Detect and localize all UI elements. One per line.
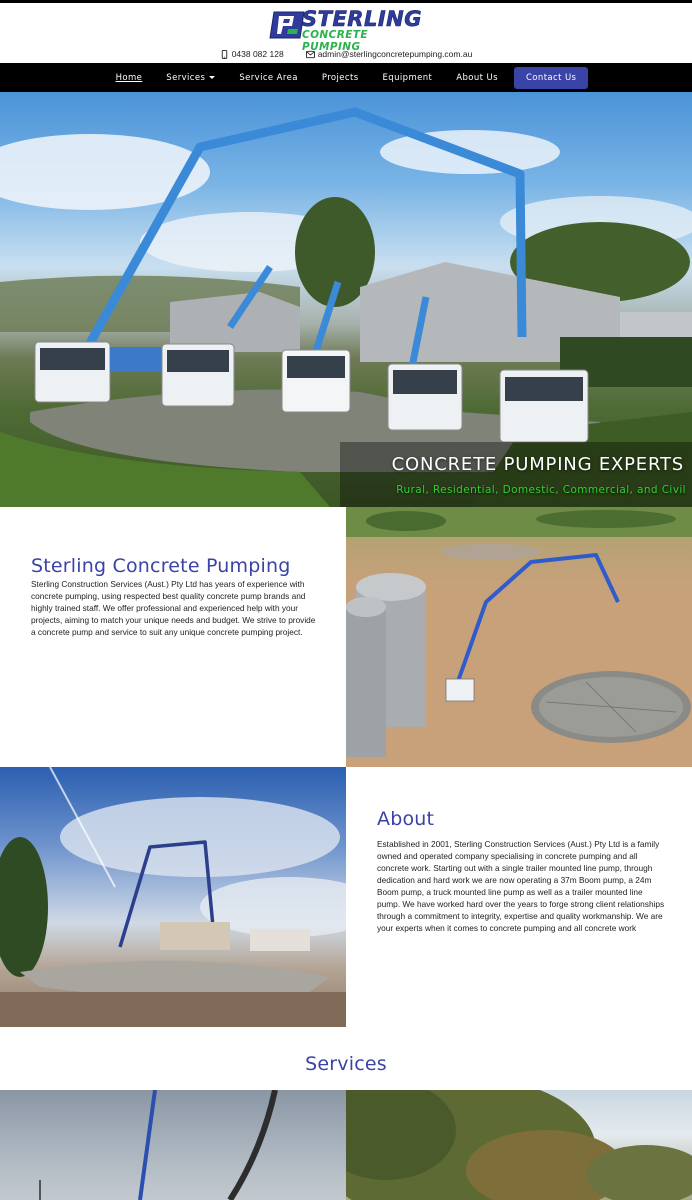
- slab-scene: [0, 767, 346, 1027]
- about-body: Established in 2001, Sterling Construction Services (Aust.) Pty Ltd is a family owned and operated company specialising in concrete pumping and all concrete work. Starting out with a single trailer mounted line pump, through dedication and hard work we are now operating a 37m Boom pump, a 24m Boom pump, a truck mounted line pump as well as a trailer mounted line pump. We have worked hard over the years to forge strong client relationships through a commitment to integrity, expertise and quality workmanship. We are your experts when it comes to concrete pumping and all concrete work: [377, 839, 665, 933]
- about-section: [346, 767, 692, 1027]
- about-title: About: [377, 808, 435, 830]
- nav-item-projects[interactable]: Projects: [321, 72, 359, 83]
- main-navigation: [0, 63, 692, 92]
- silo-project-photo: [346, 507, 692, 767]
- nav-item-about-us[interactable]: About Us: [456, 72, 498, 83]
- envelope-icon: [306, 50, 315, 59]
- services-title: Services: [305, 1053, 387, 1075]
- silo-scene: [346, 507, 692, 767]
- hero-image: [0, 92, 692, 507]
- contact-bar: [0, 47, 692, 61]
- email-address: admin@sterlingconcretepumping.com.au: [317, 49, 473, 59]
- hero-subtitle: Rural, Residential, Domestic, Commercial, and Civil: [396, 484, 686, 496]
- service-scene-2: [346, 1090, 692, 1200]
- hero-title: CONCRETE PUMPING EXPERTS: [391, 454, 684, 475]
- service-photo-boom-pump[interactable]: [0, 1090, 346, 1200]
- phone-link[interactable]: [220, 47, 284, 61]
- hero-banner: [0, 92, 692, 507]
- logo-wordmark: STERLING: [302, 7, 422, 31]
- top-border: [0, 0, 692, 3]
- logo-mark-icon: [268, 10, 306, 40]
- nav-item-services-label: Services: [166, 72, 206, 83]
- intro-title: Sterling Concrete Pumping: [31, 555, 291, 577]
- caret-down-icon: [209, 76, 215, 79]
- nav-item-home[interactable]: Home: [115, 72, 143, 83]
- intro-section: [0, 507, 346, 767]
- slab-pour-photo: [0, 767, 346, 1027]
- nav-item-equipment[interactable]: Equipment: [382, 72, 433, 83]
- nav-item-services[interactable]: [154, 73, 227, 83]
- phone-number: 0438 082 128: [231, 49, 284, 59]
- site-logo[interactable]: [268, 7, 424, 53]
- service-scene-1: [0, 1090, 346, 1200]
- logo-tagline: CONCRETE PUMPING: [302, 29, 368, 53]
- intro-body: Sterling Construction Services (Aust.) Pty Ltd has years of experience with concrete pumping, using respected best quality concrete pump brands and highly trained staff. We offer professional and experienced help with your projects, aiming to match your unique needs and budget. We strive to provide a concrete pump and service to suit any unique concrete pumping project.: [31, 579, 316, 637]
- mobile-phone-icon: [220, 50, 229, 59]
- nav-item-service-area[interactable]: Service Area: [239, 72, 298, 83]
- service-photo-line-pump[interactable]: [346, 1090, 692, 1200]
- email-link[interactable]: [306, 47, 473, 61]
- contact-us-button[interactable]: Contact Us: [514, 67, 588, 89]
